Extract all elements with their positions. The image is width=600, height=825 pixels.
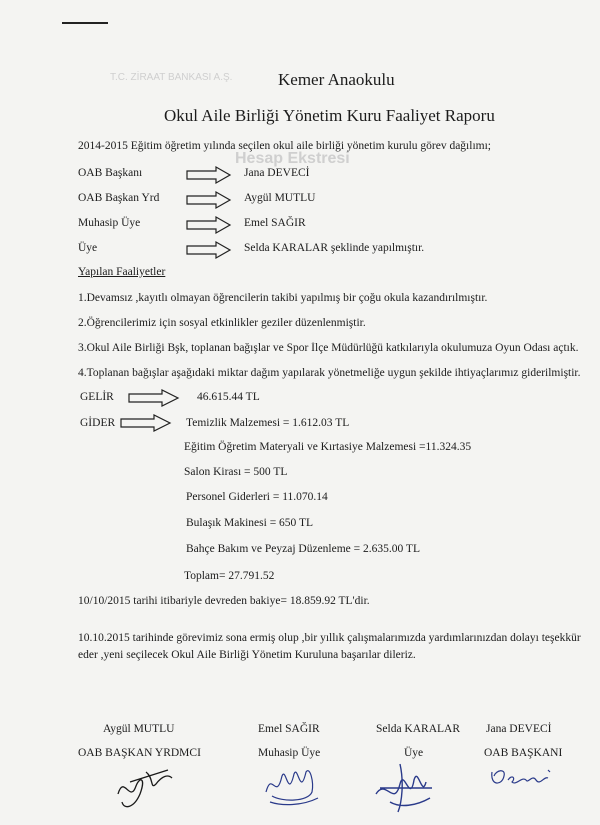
activity-item: 1.Devamsız ,kayıtlı olmayan öğrencilerin takibi yapılmış bir çoğu okula kazandırılmıştır. xyxy=(78,292,488,304)
bleed-through-text: Hesap Ekstresi xyxy=(235,150,350,167)
signature-aygul-mutlu xyxy=(110,764,180,812)
signatory-title: OAB BAŞKAN YRDMCI xyxy=(78,747,201,759)
board-role: OAB Başkan Yrd xyxy=(78,192,160,204)
board-name: Emel SAĞIR xyxy=(244,217,306,229)
expense-item: Bahçe Bakım ve Peyzaj Düzenleme = 2.635.00 TL xyxy=(186,543,420,555)
school-name: Kemer Anaokulu xyxy=(278,70,395,89)
expense-item: Eğitim Öğretim Materyali ve Kırtasiye Malzemesi =11.324.35 xyxy=(184,441,472,453)
signatory-title: OAB BAŞKANI xyxy=(484,747,563,759)
board-name: Selda KARALAR şeklinde yapılmıştır. xyxy=(244,242,425,254)
board-role: Muhasip Üye xyxy=(78,217,141,229)
arrow-icon xyxy=(120,413,172,433)
expense-item: Temizlik Malzemesi = 1.612.03 TL xyxy=(186,417,350,429)
income-label: GELİR xyxy=(80,391,114,403)
arrow-icon xyxy=(186,215,232,235)
expense-label: GİDER xyxy=(80,417,116,429)
signature-selda-karalar xyxy=(370,758,440,814)
expense-total: Toplam= 27.791.52 xyxy=(184,570,275,582)
scan-mark xyxy=(62,22,108,24)
closing-line: eder ,yeni seçilecek Okul Aile Birliği Yönetim Kuruluna başarılar dileriz. xyxy=(78,649,416,661)
signatory-name: Aygül MUTLU xyxy=(103,723,175,735)
signature-jana-deveci xyxy=(486,764,556,794)
signature-emel-sagir xyxy=(262,762,322,808)
signatory-title: Üye xyxy=(404,747,424,759)
board-name: Jana DEVECİ xyxy=(244,167,310,179)
signatory-name: Selda KARALAR xyxy=(376,723,461,735)
activity-item: 2.Öğrencilerimiz için sosyal etkinlikler geziler düzenlenmiştir. xyxy=(78,317,366,329)
expense-item: Salon Kirası = 500 TL xyxy=(184,466,288,478)
board-name: Aygül MUTLU xyxy=(244,192,316,204)
closing-line: 10.10.2015 tarihinde görevimiz sona ermiş olup ,bir yıllık çalışmalarımızda yardımlarınızdan dolayı teşekkür xyxy=(78,632,581,644)
activities-heading: Yapılan Faaliyetler xyxy=(78,266,166,278)
report-title: Okul Aile Birliği Yönetim Kuru Faaliyet Raporu xyxy=(164,106,495,125)
board-role: OAB Başkanı xyxy=(78,167,143,179)
board-role: Üye xyxy=(78,242,98,254)
signatory-name: Jana DEVECİ xyxy=(486,723,552,735)
intro-text: 2014-2015 Eğitim öğretim yılında seçilen okul aile birliği yönetim kurulu görev dağılımı; xyxy=(78,140,491,152)
arrow-icon xyxy=(186,190,232,210)
signatory-name: Emel SAĞIR xyxy=(258,723,320,735)
activity-item: 3.Okul Aile Birliği Bşk, toplanan bağışlar ve Spor İlçe Müdürlüğü katkılarıyla okulumuza Oyun Odası açtık. xyxy=(78,342,579,354)
arrow-icon xyxy=(186,165,232,185)
arrow-icon xyxy=(186,240,232,260)
activity-item: 4.Toplanan bağışlar aşağıdaki miktar dağım yapılarak yönetmeliğe uygun şekilde ihtiyaçlarımız giderilmiştir. xyxy=(78,367,581,379)
expense-item: Bulaşık Makinesi = 650 TL xyxy=(186,517,314,529)
signatory-title: Muhasip Üye xyxy=(258,747,321,759)
arrow-icon xyxy=(128,388,180,408)
balance-text: 10/10/2015 tarihi itibariyle devreden bakiye= 18.859.92 TL'dir. xyxy=(78,595,370,607)
income-value: 46.615.44 TL xyxy=(197,391,260,403)
bleed-through-bank: T.C. ZİRAAT BANKASI A.Ş. xyxy=(110,72,233,83)
expense-item: Personel Giderleri = 11.070.14 xyxy=(186,491,328,503)
